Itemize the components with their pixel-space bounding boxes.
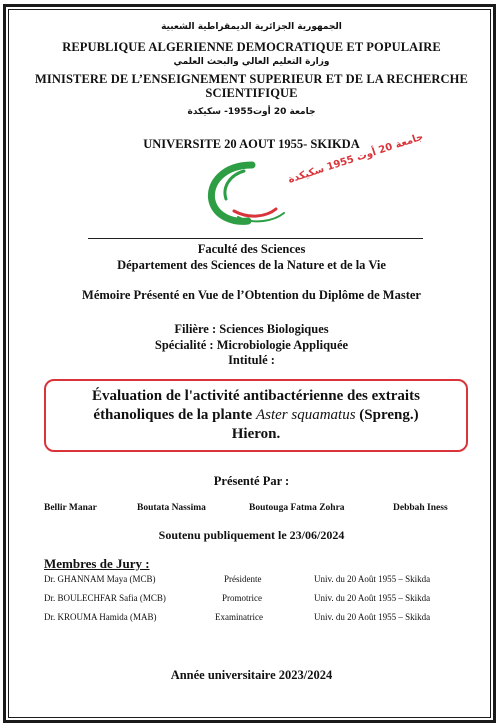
arabic-ministry-text: وزارة التعليم العالي والبحث العلمي	[173, 57, 330, 67]
thesis-title-line-2-post: (Spreng.)	[355, 407, 419, 423]
jury-member-1-affiliation: Univ. du 20 Août 1955 – Skikda	[314, 574, 431, 584]
author-4: Debbah Iness	[393, 503, 448, 513]
author-2: Boutata Nassima	[137, 503, 206, 513]
thesis-title-line-1: Évaluation de l'activité antibactérienne des extraits	[92, 388, 420, 404]
jury-member-3-affiliation: Univ. du 20 Août 1955 – Skikda	[314, 612, 431, 622]
republic-title: REPUBLIQUE ALGERIENNE DEMOCRATIQUE ET POPULAIRE	[62, 40, 441, 54]
faculty-name: Faculté des Sciences	[197, 242, 306, 256]
academic-year: Année universitaire 2023/2024	[170, 668, 333, 682]
memoire-statement: Mémoire Présenté en Vue de l’Obtention du Diplôme de Master	[82, 288, 421, 302]
jury-member-1-name: Dr. GHANNAM Maya (MCB)	[44, 574, 156, 584]
jury-member-1-role: Présidente	[224, 574, 262, 584]
presente-par-label: Présenté Par :	[213, 474, 290, 488]
separator-line	[88, 238, 423, 239]
logo-arabic-text: جامعة 20 أوت 1955 سكيكدة	[286, 131, 425, 186]
thesis-title-line-2-pre: éthanoliques de la plante	[93, 407, 256, 423]
jury-member-2-role: Promotrice	[222, 593, 262, 603]
author-3: Boutouga Fatma Zohra	[249, 503, 345, 513]
arabic-university-text: جامعة 20 أوت1955- سكيكدة	[187, 107, 316, 117]
ministry-line-2: SCIENTIFIQUE	[205, 86, 298, 100]
jury-member-2-name: Dr. BOULECHFAR Safia (MCB)	[44, 593, 166, 603]
filiere-line: Filière : Sciences Biologiques	[174, 322, 329, 336]
ministry-line-1: MINISTERE DE L’ENSEIGNEMENT SUPERIEUR ET DE LA RECHERCHE	[35, 72, 468, 86]
department-name: Département des Sciences de la Nature et de la Vie	[117, 258, 386, 272]
author-1: Bellir Manar	[44, 503, 97, 513]
jury-member-3-name: Dr. KROUMA Hamida (MAB)	[44, 612, 157, 622]
intitule-label: Intitulé :	[228, 353, 275, 367]
soutenu-date: Soutenu publiquement le 23/06/2024	[158, 528, 345, 542]
jury-member-2-affiliation: Univ. du 20 Août 1955 – Skikda	[314, 593, 431, 603]
thesis-title-line-3: Hieron.	[231, 426, 281, 442]
thesis-title-line-2	[46, 406, 466, 425]
university-name: UNIVERSITE 20 AOUT 1955- SKIKDA	[143, 137, 360, 151]
specialite-line: Spécialité : Microbiologie Appliquée	[154, 338, 349, 352]
thesis-title-box	[44, 379, 468, 452]
jury-member-3-role: Examinatrice	[215, 612, 263, 622]
arabic-republic-text: الجمهورية الجزائرية الديمقراطية الشعبية	[161, 22, 342, 32]
species-name: Aster squamatus	[255, 407, 356, 423]
jury-heading: Membres de Jury :	[44, 556, 150, 571]
